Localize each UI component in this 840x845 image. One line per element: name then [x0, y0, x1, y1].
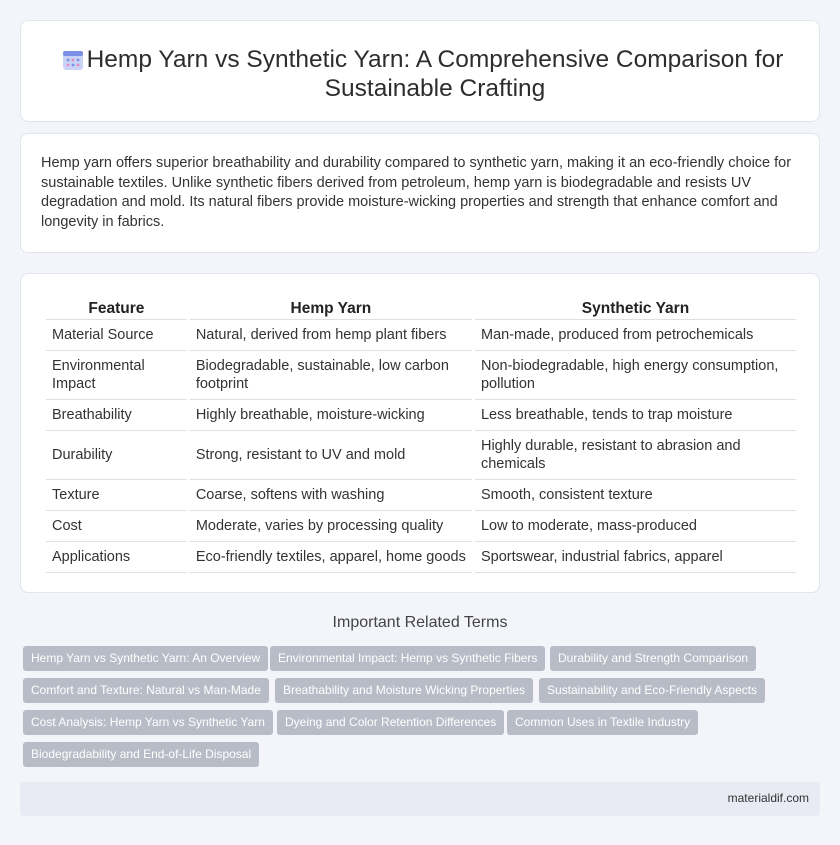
cell-hemp: Natural, derived from hemp plant fibers	[190, 320, 472, 351]
cell-synthetic: Non-biodegradable, high energy consumption, pollution	[475, 351, 796, 400]
title-wrap	[61, 45, 789, 103]
cell-feature: Breathability	[46, 400, 187, 431]
cell-hemp: Biodegradable, sustainable, low carbon footprint	[190, 351, 472, 400]
intro-card	[20, 133, 820, 253]
page-title: Hemp Yarn vs Synthetic Yarn: A Comprehensive Comparison for Sustainable Crafting	[86, 46, 784, 102]
table-row	[46, 351, 796, 400]
header-synthetic-yarn: Synthetic Yarn	[475, 294, 796, 320]
cell-hemp: Highly breathable, moisture-wicking	[190, 400, 472, 431]
related-term-tag[interactable]: Sustainability and Eco-Friendly Aspects	[539, 678, 765, 703]
table-row	[46, 320, 796, 351]
table-row	[46, 431, 796, 480]
comparison-table-card	[20, 273, 820, 593]
related-term-tag[interactable]: Environmental Impact: Hemp vs Synthetic Fibers	[270, 646, 545, 671]
cell-feature: Texture	[46, 480, 187, 511]
related-terms-title: Important Related Terms	[332, 614, 508, 631]
cell-synthetic: Smooth, consistent texture	[475, 480, 796, 511]
table-row	[46, 480, 796, 511]
cell-feature: Durability	[46, 431, 187, 480]
footer-site-link[interactable]: materialdif.com	[727, 791, 809, 805]
cell-hemp: Strong, resistant to UV and mold	[190, 431, 472, 480]
cell-feature: Applications	[46, 542, 187, 573]
related-term-tag[interactable]: Comfort and Texture: Natural vs Man-Made	[23, 678, 269, 703]
related-term-tag[interactable]: Hemp Yarn vs Synthetic Yarn: An Overview	[23, 646, 268, 671]
related-term-tag[interactable]: Durability and Strength Comparison	[550, 646, 756, 671]
cell-synthetic: Low to moderate, mass-produced	[475, 511, 796, 542]
cell-synthetic: Less breathable, tends to trap moisture	[475, 400, 796, 431]
cell-hemp: Eco-friendly textiles, apparel, home goods	[190, 542, 472, 573]
related-term-tag[interactable]: Biodegradability and End-of-Life Disposal	[23, 742, 259, 767]
table-header-row	[46, 294, 796, 320]
table-row	[46, 542, 796, 573]
header-hemp-yarn: Hemp Yarn	[190, 294, 472, 320]
header-card	[20, 20, 820, 122]
related-term-tag[interactable]: Cost Analysis: Hemp Yarn vs Synthetic Yarn	[23, 710, 273, 735]
intro-paragraph: Hemp yarn offers superior breathability and durability compared to synthetic yarn, making it an eco-friendly choice for sustainable textiles. Unlike synthetic fibers derived from petroleum, hemp yarn is biodegradable and resists UV degradation and mold. Its natural fibers provide moisture-wicking properties and strength that enhance comfort and longevity in fabrics.	[41, 155, 792, 230]
footer	[20, 782, 820, 816]
table-row	[46, 400, 796, 431]
related-term-tag[interactable]: Dyeing and Color Retention Differences	[277, 710, 504, 735]
cell-hemp: Coarse, softens with washing	[190, 480, 472, 511]
cell-feature: Environmental Impact	[46, 351, 187, 400]
header-feature: Feature	[46, 294, 187, 320]
table-row	[46, 511, 796, 542]
related-term-tag[interactable]: Common Uses in Textile Industry	[507, 710, 698, 735]
cell-synthetic: Man-made, produced from petrochemicals	[475, 320, 796, 351]
cell-hemp: Moderate, varies by processing quality	[190, 511, 472, 542]
comparison-table	[43, 294, 799, 573]
cell-synthetic: Sportswear, industrial fabrics, apparel	[475, 542, 796, 573]
cell-feature: Cost	[46, 511, 187, 542]
related-term-tag[interactable]: Breathability and Moisture Wicking Properties	[275, 678, 533, 703]
cell-synthetic: Highly durable, resistant to abrasion and chemicals	[475, 431, 796, 480]
cell-feature: Material Source	[46, 320, 187, 351]
